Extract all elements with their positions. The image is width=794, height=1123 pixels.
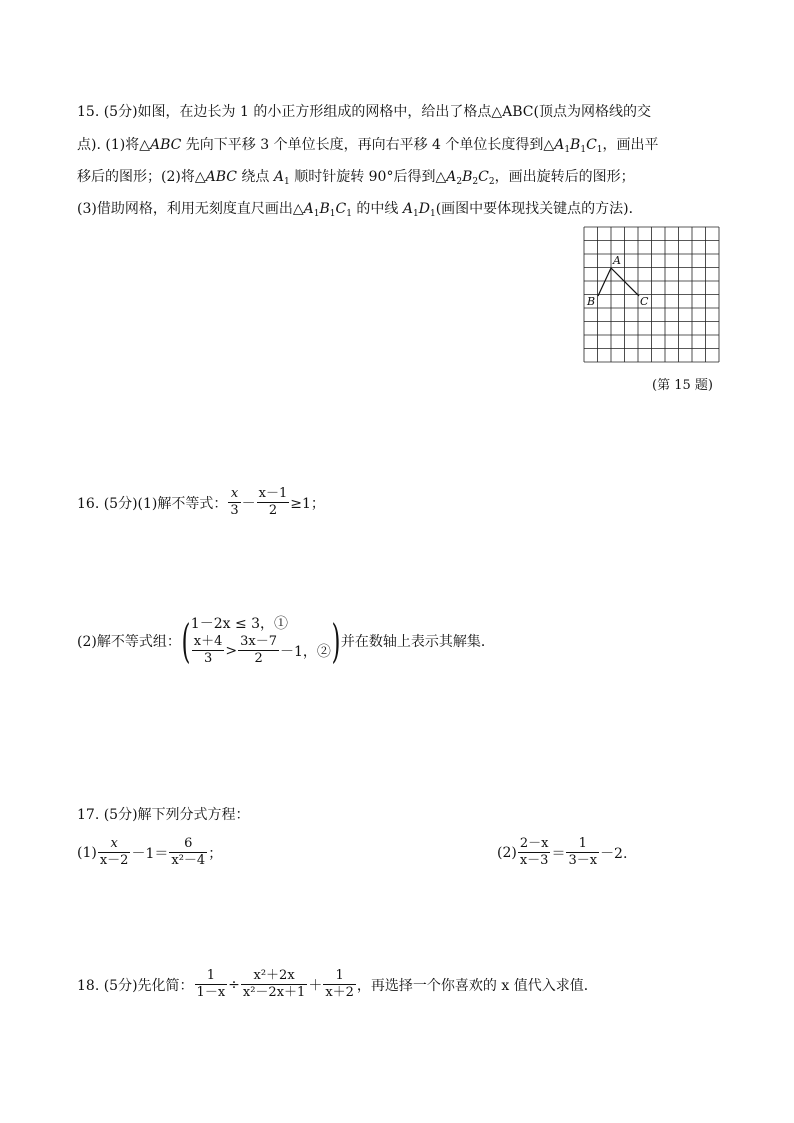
q15-caption: (第 15 题) (652, 378, 713, 393)
label-a: A (613, 254, 621, 267)
label-b: B (587, 295, 596, 308)
q16-minus: － (241, 495, 256, 512)
q15-line4-b: 的中线 (351, 201, 403, 217)
grid-lines (584, 227, 719, 362)
q15-line2: 点). (1)将△ABC 先向下平移 3 个单位长度，再向右平移 4 个单位长度得到$\triangle A_1B_1C_1$，画出平 (77, 137, 659, 155)
q15-line3: 移后的图形；(2)将△ABC 绕点 $A_1$ 顺时针旋转 90°后得到$\triangle A_2B_2C_2$，画出旋转后的图形； (77, 169, 635, 187)
q16-frac1: $\frac{x}{3}$ (230, 486, 239, 518)
q15-line3-e: ，画出旋转后的图形； (494, 169, 635, 185)
q15-abc-2: ABC (205, 169, 237, 185)
q16-frac2: $\frac{x-1}{2}$ (258, 486, 288, 518)
q17-title: 17. (5分)解下列分式方程： (77, 807, 250, 823)
q16-tail: ≥1； (290, 495, 325, 512)
q18: 18. (5分)先化简： $\frac{1}{1-x}$ ÷ $\frac{\text{x²＋2x}}{\text{x²－2x＋1}}$ ＋ $\frac{1}{x+2}$ ，再选择一个你喜欢的 x 值代入求值． (77, 968, 598, 1000)
sys-line1: 1－2x ≤ 3，① (190, 616, 289, 632)
inequality-system (191, 614, 331, 667)
q16-part1 (77, 486, 325, 519)
q15-abc-1: ABC (149, 137, 182, 153)
label-c: C (640, 295, 649, 308)
q15-line2-c: 先向下平移 3 个单位长度，再向右平移 4 个单位长度得到△ (181, 137, 555, 153)
q16-part2 (77, 614, 495, 667)
q16-prefix: 16. (5分)(1)解不等式： (77, 495, 228, 512)
q15-line3-a: 移后的图形；(2)将△ (77, 169, 206, 185)
left-brace: ( (181, 613, 191, 668)
q15-line4: (3)借助网格，利用无刻度直尺画出$\triangle A_1B_1C_1$ 的中线 $A_1D_1$(画图中要体现找关键点的方法)． (77, 201, 643, 219)
sys-line2: $\frac{x+4}{3}$ > $\frac{3x-7}{2}$ －1，② (193, 634, 331, 666)
q16-part2-suffix: 并在数轴上表示其解集． (340, 633, 495, 650)
q15-line3-d: 顺时针旋转 90°后得到△ (289, 169, 447, 185)
triangle-abc (598, 268, 639, 296)
q15-line4-a: (3)借助网格，利用无刻度直尺画出△ (77, 201, 304, 217)
q15-line1: 15. (5分)如图，在边长为 1 的小正方形组成的网格中，给出了格点△ABC(顶点为网格线的交 (77, 104, 651, 120)
q15-line2-a: 点). (1)将△ (77, 137, 150, 153)
q17-part1: (1) $\frac{x}{x-2}$ －1＝ $\frac{6}{\text{x²－4}}$ ； (77, 836, 223, 868)
q17-part2: (2) $\frac{2-x}{x-3}$ ＝ $\frac{1}{3-x}$ －2. (497, 836, 628, 868)
q15-line3-c: 绕点 (236, 169, 274, 185)
q15-line4-c: (画图中要体现找关键点的方法)． (435, 201, 643, 217)
grid-figure (578, 224, 728, 369)
q16-part2-prefix: (2)解不等式组： (77, 633, 181, 650)
right-brace: ) (331, 613, 341, 668)
q15-line2-d: ，画出平 (602, 137, 659, 153)
